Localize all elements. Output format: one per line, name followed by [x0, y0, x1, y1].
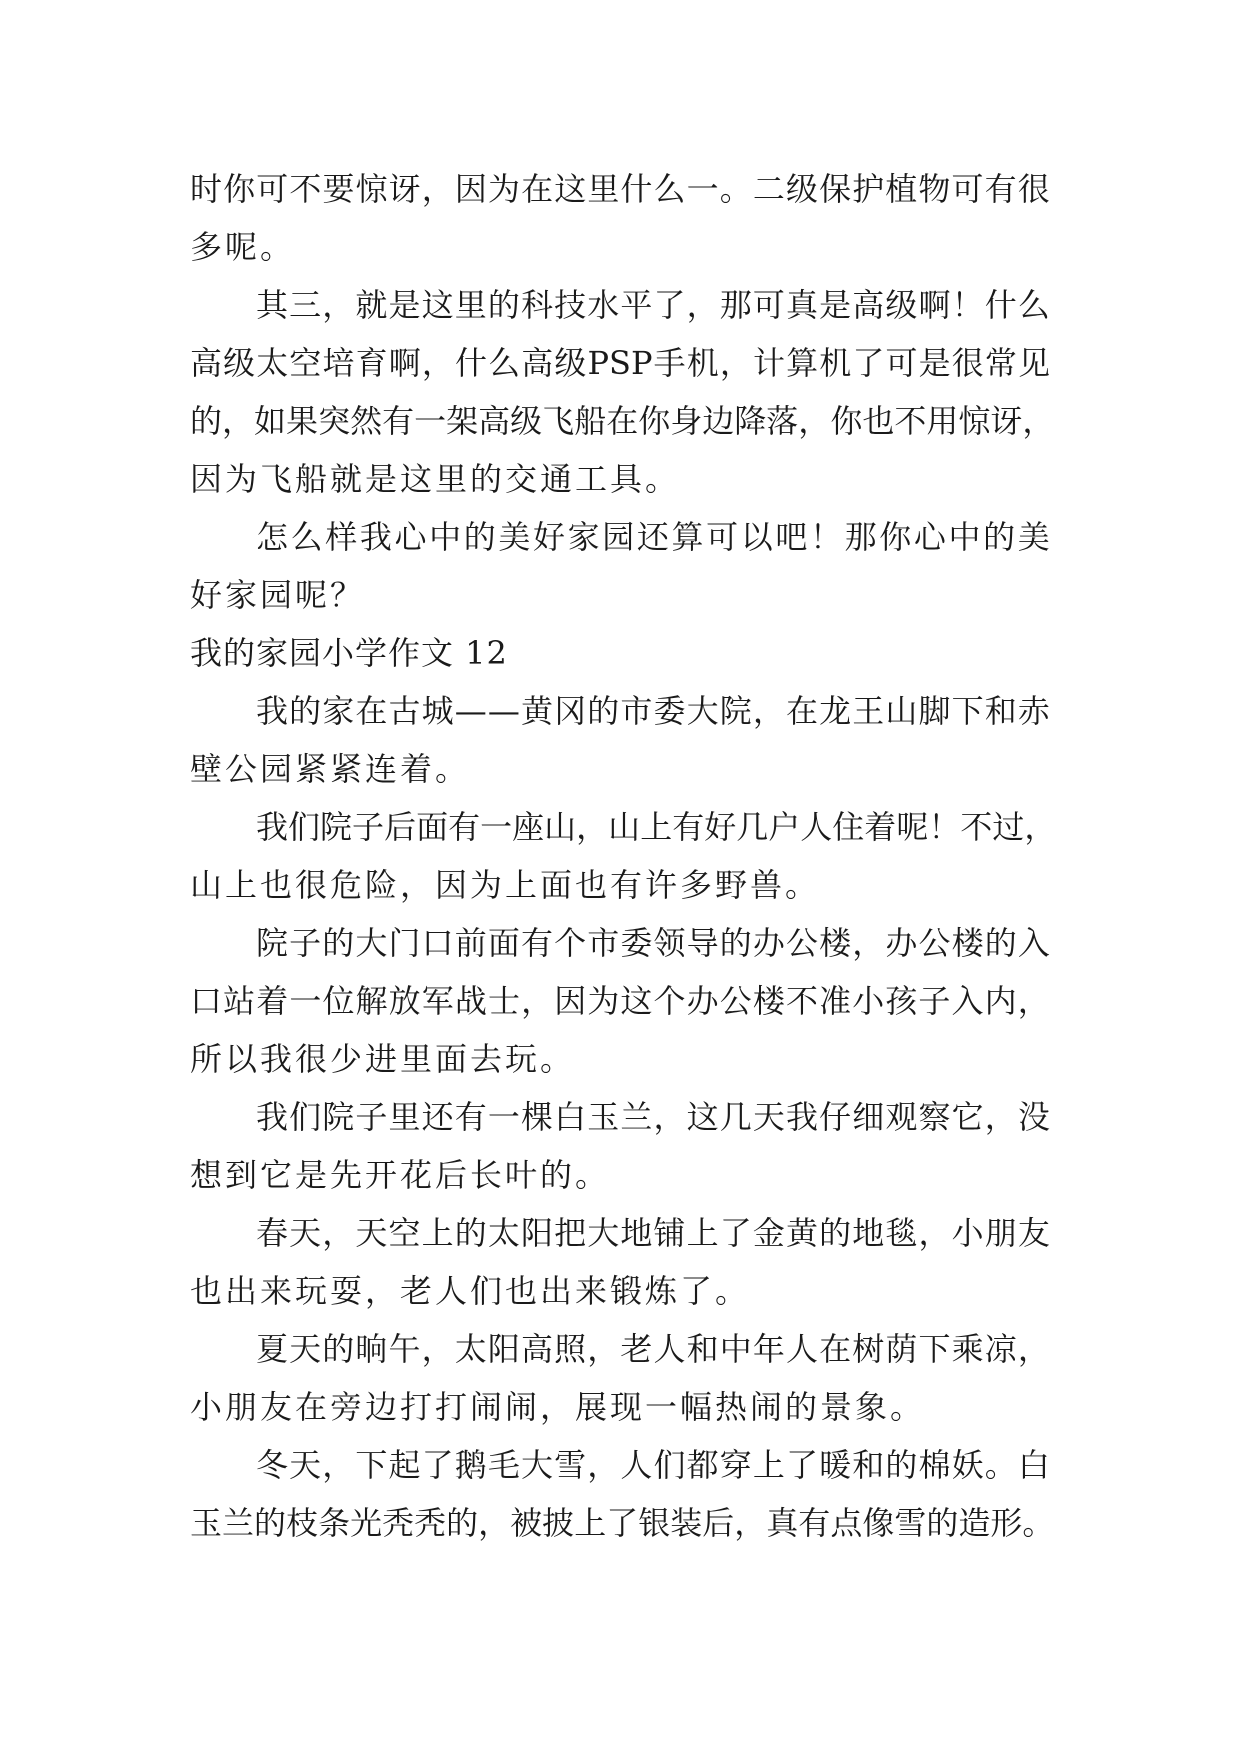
section-heading: 我的家园小学作文 12: [190, 634, 508, 672]
text-line: 所以我很少进里面去玩。: [190, 1040, 576, 1078]
text-line: 的 ， 如 果 突 然 有 一 架 高 级 飞 船 在 你 身 边 降 落 ， 你 也 不 用 惊 讶 ，: [190, 402, 1055, 440]
text-line: 院 子 的 大 门 口 前 面 有 个 市 委 领 导 的 办 公 楼 ， 办 公 楼 的 入: [256, 924, 1050, 962]
text-line: 我 们 院 子 后 面 有 一 座 山 ， 山 上 有 好 几 户 人 住 着 呢 ！ 不 过 ，: [256, 808, 1057, 846]
document-page: [190, 160, 1057, 1552]
text-line: 夏 天 的 晌 午 ， 太 阳 高 照 ， 老 人 和 中 年 人 在 树 荫 下 乘 凉 ，: [256, 1330, 1050, 1368]
text-line: 多呢。: [190, 228, 296, 266]
text-line: 时 你 可 不 要 惊 讶 ， 因 为 在 这 里 什 么 一 。 二 级 保 护 植 物 可 有 很: [190, 170, 1050, 208]
text-line: 想到它是先开花后长叶的。: [190, 1156, 611, 1194]
text-line: 其 三 ， 就 是 这 里 的 科 技 水 平 了 ， 那 可 真 是 高 级 啊 ！ 什 么: [256, 286, 1050, 324]
text-line: 春 天 ， 天 空 上 的 太 阳 把 大 地 铺 上 了 金 黄 的 地 毯 ， 小 朋 友: [256, 1214, 1050, 1252]
text-line: 我 的 家 在 古 城 — — 黄 冈 的 市 委 大 院 ， 在 龙 王 山 脚 下 和 赤: [256, 692, 1050, 730]
text-line: 怎 么 样 我 心 中 的 美 好 家 园 还 算 可 以 吧 ！ 那 你 心 中 的 美: [256, 518, 1050, 556]
text-line: 也出来玩耍，老人们也出来锻炼了。: [190, 1272, 751, 1310]
text-line: 玉 兰 的 枝 条 光 秃 秃 的 ， 被 披 上 了 银 装 后 ， 真 有 点 像 雪 的 造 形 。: [190, 1504, 1055, 1542]
text-line: 我 们 院 子 里 还 有 一 棵 白 玉 兰 ， 这 几 天 我 仔 细 观 察 它 ， 没: [256, 1098, 1050, 1136]
text-line: 壁公园紧紧连着。: [190, 750, 471, 788]
text-line: 小朋友在旁边打打闹闹，展现一幅热闹的景象。: [190, 1388, 926, 1426]
text-line: 冬 天 ， 下 起 了 鹅 毛 大 雪 ， 人 们 都 穿 上 了 暖 和 的 棉 妖 。 白: [256, 1446, 1050, 1484]
text-line: 因为飞船就是这里的交通工具。: [190, 460, 681, 498]
text-line: 好家园呢？: [190, 576, 366, 614]
text-line: 山上也很危险，因为上面也有许多野兽。: [190, 866, 821, 904]
text-line: 口 站 着 一 位 解 放 军 战 士 ， 因 为 这 个 办 公 楼 不 准 小 孩 子 入 内 ，: [190, 982, 1050, 1020]
text-line: 高 级 太 空 培 育 啊 ， 什 么 高 级 PSP 手 机 ， 计 算 机 了 可 是 很 常 见: [190, 344, 1050, 382]
document-body: [190, 160, 1057, 1552]
